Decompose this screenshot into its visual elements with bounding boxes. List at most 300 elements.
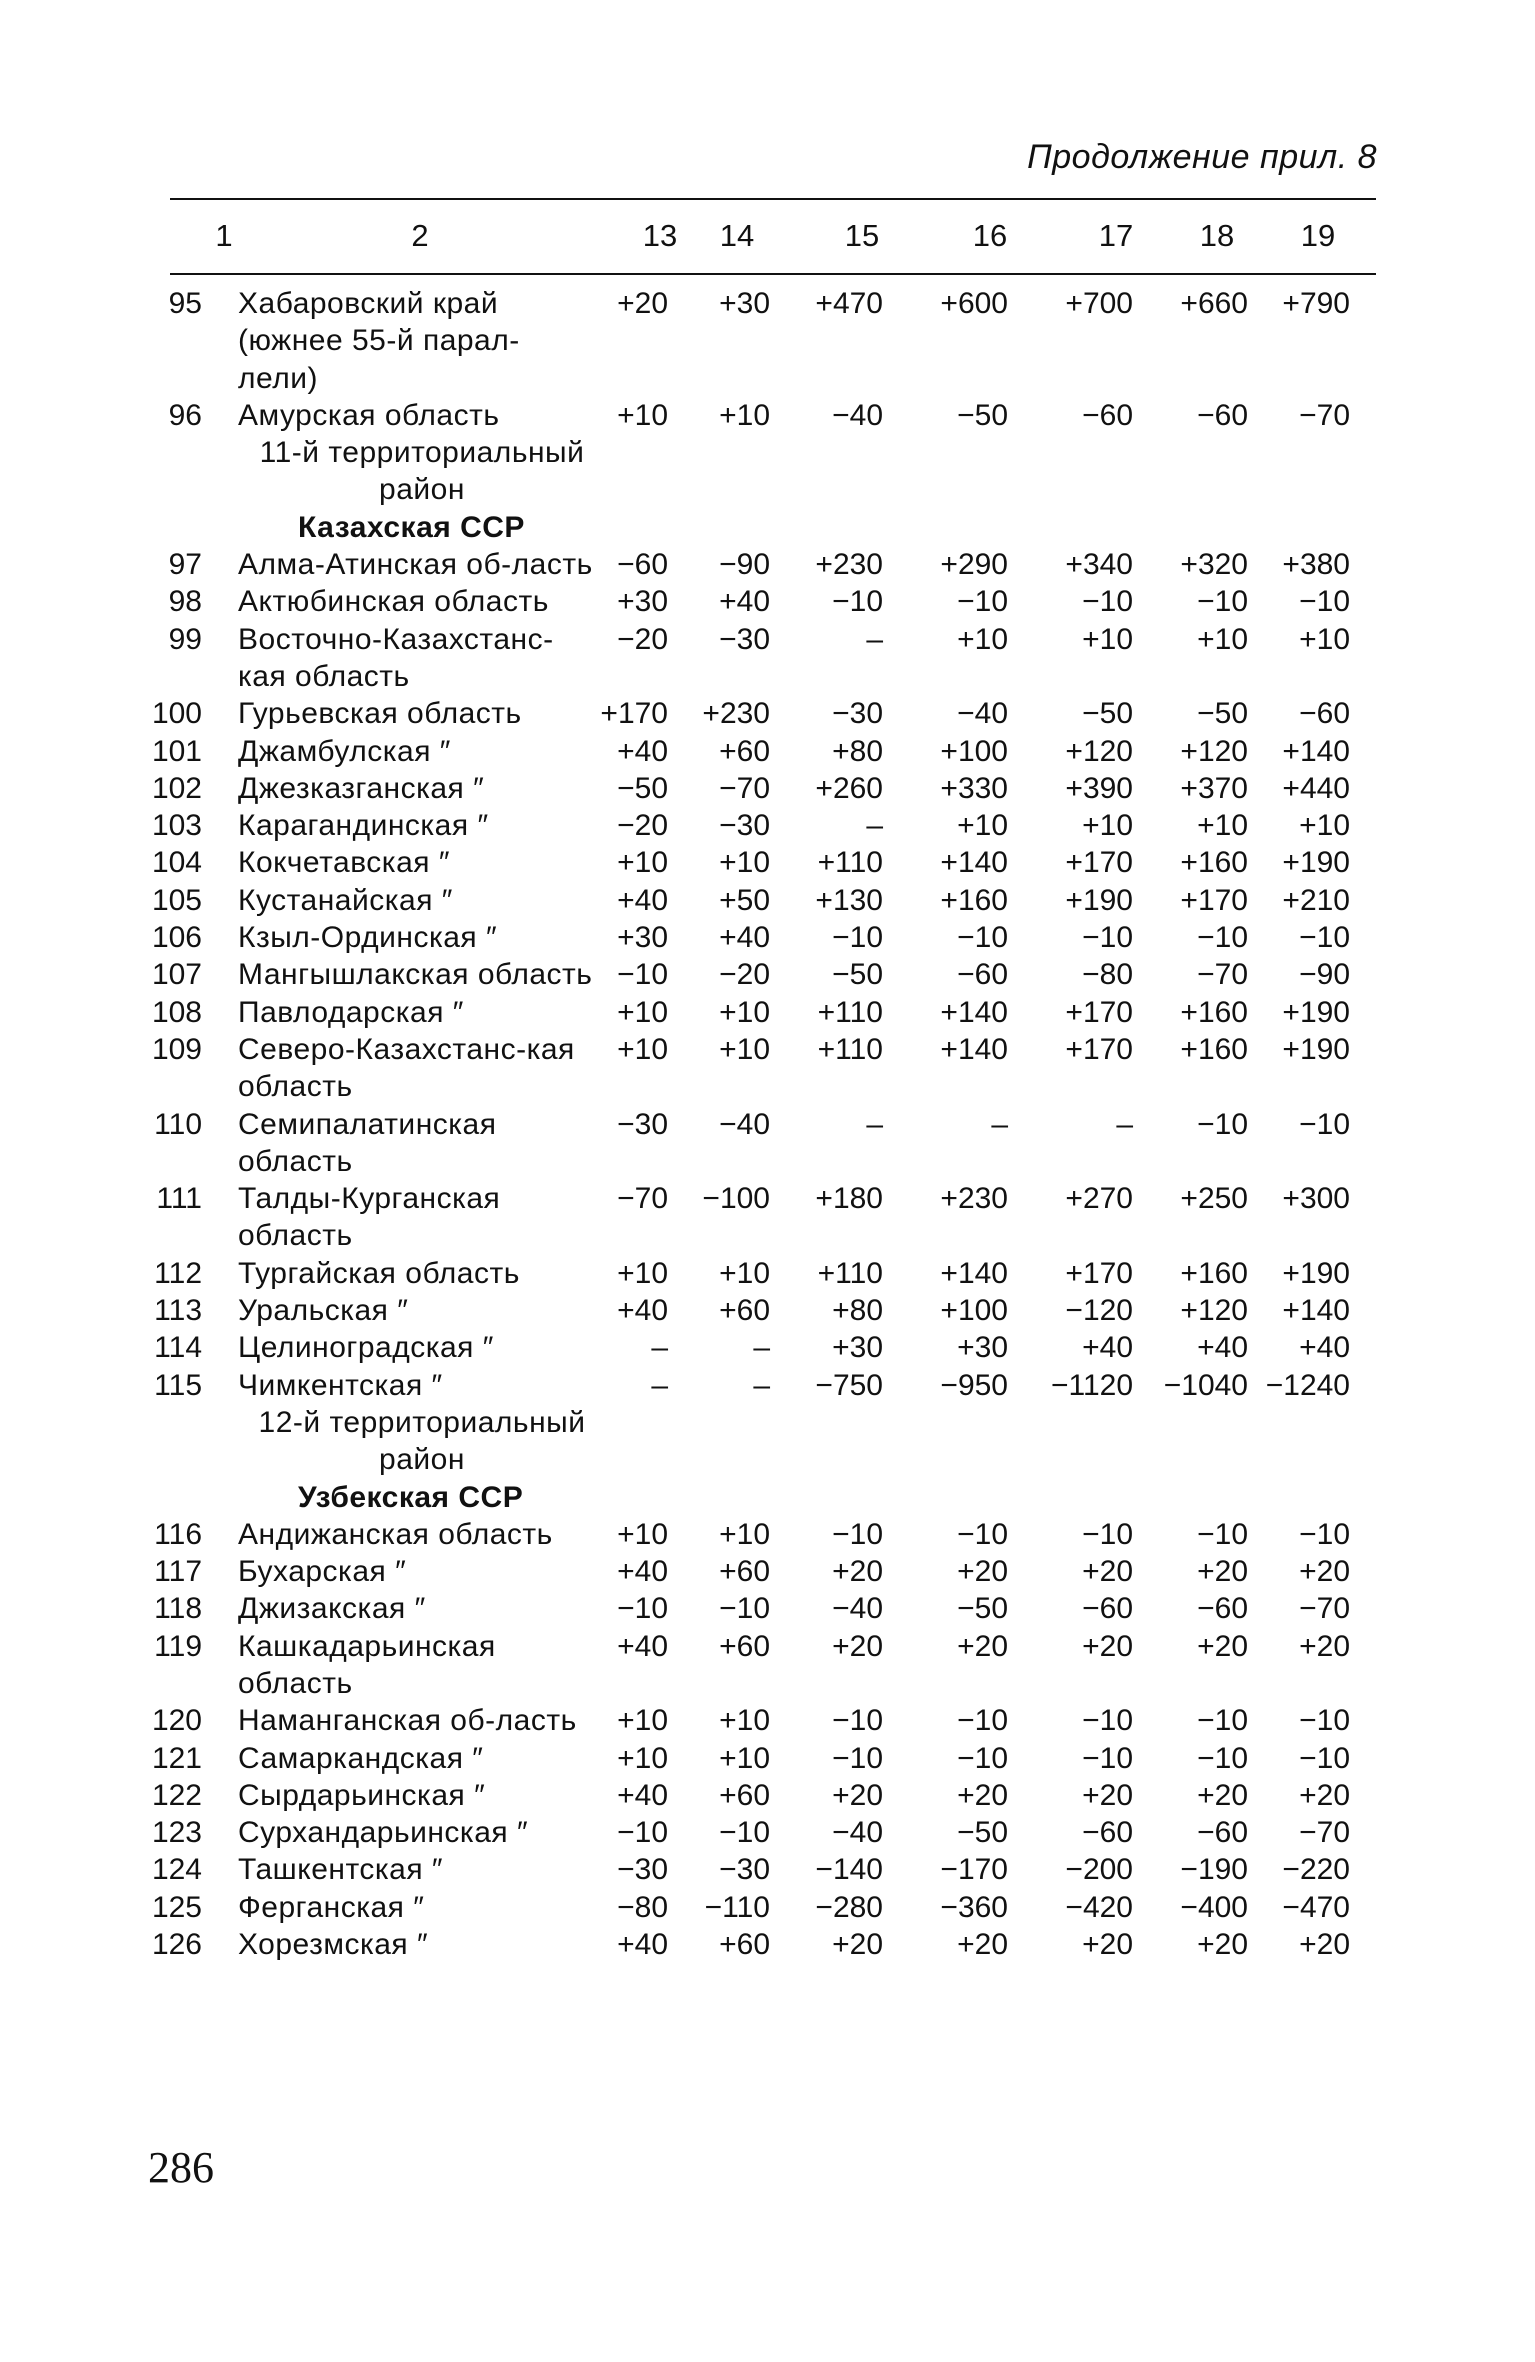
value-cell: +170: [1065, 995, 1133, 1029]
value-cell: −50: [1197, 697, 1248, 731]
value-cell: –: [866, 622, 883, 656]
value-cell: −70: [1299, 1592, 1350, 1626]
value-cell: −10: [1299, 921, 1350, 955]
value-cell: –: [753, 1368, 770, 1402]
row-number: 117: [154, 1555, 202, 1589]
value-cell: −30: [617, 1107, 668, 1141]
row-number: 115: [154, 1368, 202, 1402]
region-name: Сырдарьинская ″: [238, 1778, 486, 1812]
value-cell: +10: [617, 398, 668, 432]
value-cell: −70: [1197, 958, 1248, 992]
value-cell: +20: [832, 1778, 883, 1812]
value-cell: −110: [704, 1890, 770, 1924]
table-row: [0, 807, 1535, 844]
row-number: 99: [168, 622, 202, 656]
value-cell: −10: [617, 1816, 668, 1850]
region-name: Северо-Казахстанс-кая область: [238, 1032, 575, 1104]
table-row: [0, 1702, 1535, 1739]
value-cell: +80: [832, 1294, 883, 1328]
value-cell: −10: [1299, 1741, 1350, 1775]
value-cell: –: [651, 1331, 668, 1365]
row-number: 100: [151, 697, 202, 731]
region-name: Ташкентская ″: [238, 1853, 444, 1887]
row-number: 108: [151, 995, 202, 1029]
value-cell: +40: [617, 1629, 668, 1663]
value-cell: −50: [832, 958, 883, 992]
value-cell: +160: [1180, 995, 1248, 1029]
table-row: [0, 583, 1535, 620]
value-cell: −40: [832, 1816, 883, 1850]
value-cell: +140: [1282, 734, 1350, 768]
table-row: [0, 1740, 1535, 1777]
value-cell: −20: [617, 809, 668, 843]
value-cell: +20: [832, 1555, 883, 1589]
value-cell: +60: [719, 1778, 770, 1812]
row-number: 114: [154, 1331, 202, 1365]
value-cell: −10: [832, 1704, 883, 1738]
value-cell: −40: [957, 697, 1008, 731]
column-header: 18: [1199, 218, 1235, 253]
row-number: 98: [168, 585, 202, 619]
value-cell: +40: [1299, 1331, 1350, 1365]
value-cell: −90: [719, 548, 770, 582]
value-cell: −10: [1197, 1704, 1248, 1738]
row-number: 112: [154, 1256, 202, 1290]
region-heading: [0, 509, 1535, 546]
value-cell: −40: [719, 1107, 770, 1141]
value-cell: −10: [1299, 585, 1350, 619]
value-cell: +190: [1282, 1032, 1350, 1066]
data-table: [0, 285, 1535, 1963]
value-cell: +20: [1299, 1778, 1350, 1812]
value-cell: −120: [1065, 1294, 1133, 1328]
value-cell: +270: [1065, 1182, 1133, 1216]
value-cell: +790: [1282, 287, 1350, 320]
value-cell: +10: [1299, 809, 1350, 843]
region-name: Кзыл-Ординская ″: [238, 921, 498, 955]
value-cell: +160: [940, 883, 1008, 917]
value-cell: −140: [815, 1853, 883, 1887]
value-cell: −10: [1197, 921, 1248, 955]
region-name: Мангышлакская область: [238, 958, 593, 992]
value-cell: +30: [617, 921, 668, 955]
value-cell: +100: [940, 734, 1008, 768]
table-row: [0, 1814, 1535, 1851]
value-cell: −40: [832, 398, 883, 432]
value-cell: +20: [617, 287, 668, 320]
value-cell: +210: [1282, 883, 1350, 917]
column-header: 2: [411, 218, 429, 253]
region-name: Уральская ″: [238, 1294, 409, 1328]
value-cell: +10: [719, 846, 770, 880]
value-cell: +10: [719, 1704, 770, 1738]
value-cell: −20: [617, 622, 668, 656]
value-cell: −10: [957, 1704, 1008, 1738]
value-cell: +30: [617, 585, 668, 619]
value-cell: +40: [617, 734, 668, 768]
value-cell: +390: [1065, 771, 1133, 805]
value-cell: +20: [957, 1778, 1008, 1812]
row-number: 111: [156, 1182, 202, 1216]
region-name: Павлодарская ″: [238, 995, 464, 1029]
value-cell: −10: [1082, 1741, 1133, 1775]
value-cell: +110: [817, 1032, 883, 1066]
value-cell: +260: [815, 771, 883, 805]
value-cell: +60: [719, 1629, 770, 1663]
table-row: [0, 285, 1535, 397]
value-cell: −10: [1082, 585, 1133, 619]
table-row: [0, 1777, 1535, 1814]
section-heading: [0, 434, 1535, 509]
value-cell: +20: [1197, 1555, 1248, 1589]
value-cell: +30: [719, 287, 770, 320]
table-row: [0, 695, 1535, 732]
row-number: 126: [151, 1928, 202, 1962]
value-cell: −10: [1197, 1517, 1248, 1551]
row-number: 118: [154, 1592, 202, 1626]
value-cell: –: [866, 1107, 883, 1141]
value-cell: +110: [817, 846, 883, 880]
table-row: [0, 844, 1535, 881]
value-cell: +250: [1180, 1182, 1248, 1216]
value-cell: +20: [1299, 1928, 1350, 1962]
value-cell: −70: [617, 1182, 668, 1216]
value-cell: −60: [1197, 1816, 1248, 1850]
value-cell: +160: [1180, 1256, 1248, 1290]
value-cell: +10: [617, 1741, 668, 1775]
value-cell: +20: [1299, 1555, 1350, 1589]
value-cell: +10: [719, 1256, 770, 1290]
value-cell: −10: [832, 1741, 883, 1775]
value-cell: −1240: [1265, 1368, 1350, 1402]
value-cell: −10: [832, 585, 883, 619]
value-cell: −50: [617, 771, 668, 805]
value-cell: +130: [815, 883, 883, 917]
value-cell: +40: [617, 1555, 668, 1589]
value-cell: −10: [832, 921, 883, 955]
value-cell: −10: [1197, 1107, 1248, 1141]
value-cell: +170: [1065, 1032, 1133, 1066]
value-cell: +190: [1065, 883, 1133, 917]
value-cell: +700: [1065, 287, 1133, 320]
value-cell: +40: [1197, 1331, 1248, 1365]
value-cell: +140: [940, 995, 1008, 1029]
row-number: 109: [151, 1032, 202, 1066]
value-cell: −220: [1282, 1853, 1350, 1887]
value-cell: +20: [1197, 1778, 1248, 1812]
table-row: [0, 1367, 1535, 1404]
value-cell: −70: [719, 771, 770, 805]
column-header: 19: [1300, 218, 1336, 253]
value-cell: +10: [1082, 622, 1133, 656]
region-name: Наманганская об-ласть: [238, 1704, 577, 1738]
row-number: 95: [168, 287, 202, 320]
row-number: 125: [151, 1890, 202, 1924]
value-cell: +10: [957, 809, 1008, 843]
value-cell: +600: [940, 287, 1008, 320]
value-cell: –: [753, 1331, 770, 1365]
value-cell: +20: [1082, 1629, 1133, 1663]
section-heading: [0, 1404, 1535, 1479]
table-row: [0, 1106, 1535, 1181]
row-number: 106: [151, 921, 202, 955]
value-cell: −30: [832, 697, 883, 731]
region-name: Кустанайская ″: [238, 883, 453, 917]
row-number: 102: [151, 771, 202, 805]
row-number: 107: [151, 958, 202, 992]
value-cell: −170: [940, 1853, 1008, 1887]
value-cell: −10: [1197, 1741, 1248, 1775]
value-cell: −750: [815, 1368, 883, 1402]
region-heading: [0, 1479, 1535, 1516]
value-cell: +20: [957, 1555, 1008, 1589]
row-number: 105: [151, 883, 202, 917]
value-cell: +380: [1282, 548, 1350, 582]
value-cell: −10: [1299, 1517, 1350, 1551]
value-cell: −10: [957, 1741, 1008, 1775]
value-cell: −60: [1082, 398, 1133, 432]
table-top-rule: [170, 198, 1376, 200]
value-cell: +40: [617, 1294, 668, 1328]
value-cell: −10: [957, 921, 1008, 955]
table-row: [0, 1031, 1535, 1106]
table-row: [0, 621, 1535, 696]
value-cell: +10: [1082, 809, 1133, 843]
value-cell: −30: [719, 622, 770, 656]
region-name: Самаркандская ″: [238, 1741, 484, 1775]
value-cell: +20: [957, 1928, 1008, 1962]
value-cell: −60: [1197, 398, 1248, 432]
region-name: Бухарская ″: [238, 1555, 407, 1589]
table-row: [0, 1553, 1535, 1590]
value-cell: +10: [617, 1256, 668, 1290]
value-cell: +170: [1180, 883, 1248, 917]
value-cell: +140: [940, 1256, 1008, 1290]
value-cell: −200: [1065, 1853, 1133, 1887]
row-number: 96: [168, 398, 202, 432]
value-cell: +170: [1065, 846, 1133, 880]
region-name: Алма-Атинская об-ласть: [238, 548, 593, 582]
column-header: 14: [719, 218, 755, 253]
row-number: 123: [151, 1816, 202, 1850]
value-cell: −360: [940, 1890, 1008, 1924]
value-cell: −400: [1180, 1890, 1248, 1924]
value-cell: −470: [1282, 1890, 1350, 1924]
value-cell: +140: [940, 846, 1008, 880]
value-cell: +110: [817, 1256, 883, 1290]
value-cell: +20: [1299, 1629, 1350, 1663]
value-cell: +190: [1282, 1256, 1350, 1290]
table-row: [0, 882, 1535, 919]
value-cell: −420: [1065, 1890, 1133, 1924]
column-header-row: [0, 218, 1535, 258]
value-cell: −10: [1082, 1517, 1133, 1551]
value-cell: +60: [719, 1555, 770, 1589]
region-name: Джезказганская ″: [238, 771, 485, 805]
region-name: Хабаровский край (южнее 55-й парал-лели): [238, 287, 520, 395]
value-cell: +10: [617, 1517, 668, 1551]
table-row: [0, 1516, 1535, 1553]
value-cell: −10: [957, 1517, 1008, 1551]
value-cell: +120: [1180, 734, 1248, 768]
table-row: [0, 956, 1535, 993]
value-cell: −10: [1082, 1704, 1133, 1738]
value-cell: −90: [1299, 958, 1350, 992]
region-name: Кашкадарьинская область: [238, 1629, 496, 1700]
value-cell: +340: [1065, 548, 1133, 582]
value-cell: +230: [815, 548, 883, 582]
value-cell: +10: [719, 398, 770, 432]
value-cell: −10: [719, 1816, 770, 1850]
value-cell: +40: [617, 1928, 668, 1962]
region-name: Кокчетавская ″: [238, 846, 450, 880]
value-cell: +170: [1065, 1256, 1133, 1290]
value-cell: +120: [1180, 1294, 1248, 1328]
value-cell: −80: [617, 1890, 668, 1924]
row-number: 122: [151, 1778, 202, 1812]
table-row: [0, 994, 1535, 1031]
value-cell: −1120: [1050, 1368, 1133, 1402]
row-number: 104: [151, 846, 202, 880]
table-row: [0, 919, 1535, 956]
header-bottom-rule: [170, 273, 1376, 275]
value-cell: −60: [957, 958, 1008, 992]
value-cell: −70: [1299, 1816, 1350, 1850]
value-cell: +440: [1282, 771, 1350, 805]
heading-text: 11-й территориальный район: [259, 436, 585, 507]
value-cell: +10: [1197, 622, 1248, 656]
value-cell: −10: [1197, 585, 1248, 619]
value-cell: +40: [1082, 1331, 1133, 1365]
continuation-note: Продолжение прил. 8: [1027, 138, 1377, 176]
value-cell: +140: [1282, 1294, 1350, 1328]
value-cell: +20: [1082, 1778, 1133, 1812]
table-row: [0, 770, 1535, 807]
heading-text: Казахская ССР: [298, 510, 525, 544]
value-cell: −1040: [1163, 1368, 1248, 1402]
value-cell: +160: [1180, 1032, 1248, 1066]
value-cell: +20: [832, 1928, 883, 1962]
region-name: Амурская область: [238, 398, 500, 432]
value-cell: +470: [815, 287, 883, 320]
value-cell: −60: [1082, 1592, 1133, 1626]
value-cell: +120: [1065, 734, 1133, 768]
column-header: 17: [1098, 218, 1134, 253]
region-name: Сурхандарьинская ″: [238, 1816, 529, 1850]
value-cell: −60: [1197, 1592, 1248, 1626]
region-name: Восточно-Казахстанс-кая область: [238, 622, 554, 693]
table-row: [0, 733, 1535, 770]
value-cell: +10: [719, 995, 770, 1029]
table-row: [0, 1180, 1535, 1255]
column-header: 15: [844, 218, 880, 253]
value-cell: −50: [1082, 697, 1133, 731]
region-name: Тургайская область: [238, 1256, 520, 1290]
value-cell: +10: [719, 1741, 770, 1775]
table-row: [0, 1590, 1535, 1627]
region-name: Семипалатинская область: [238, 1107, 497, 1178]
region-name: Талды-Курганская область: [238, 1182, 501, 1253]
value-cell: +60: [719, 734, 770, 768]
value-cell: −80: [1082, 958, 1133, 992]
value-cell: −30: [719, 809, 770, 843]
value-cell: +10: [617, 1032, 668, 1066]
row-number: 116: [154, 1517, 202, 1551]
value-cell: −100: [702, 1182, 770, 1216]
page-number: 286: [148, 2143, 214, 2192]
region-name: Целиноградская ″: [238, 1331, 494, 1365]
value-cell: +170: [600, 697, 668, 731]
value-cell: +10: [617, 995, 668, 1029]
row-number: 119: [154, 1629, 202, 1663]
value-cell: +160: [1180, 846, 1248, 880]
value-cell: −10: [832, 1517, 883, 1551]
value-cell: −30: [719, 1853, 770, 1887]
region-name: Чимкентская ″: [238, 1368, 443, 1402]
region-name: Актюбинская область: [238, 585, 549, 619]
value-cell: +370: [1180, 771, 1248, 805]
value-cell: +10: [719, 1517, 770, 1551]
table-row: [0, 1851, 1535, 1888]
value-cell: −10: [1299, 1107, 1350, 1141]
value-cell: +40: [719, 921, 770, 955]
value-cell: −40: [832, 1592, 883, 1626]
value-cell: +230: [940, 1182, 1008, 1216]
value-cell: –: [1116, 1107, 1133, 1141]
value-cell: +20: [1082, 1555, 1133, 1589]
table-row: [0, 1292, 1535, 1329]
value-cell: –: [866, 809, 883, 843]
value-cell: +10: [957, 622, 1008, 656]
row-number: 110: [154, 1107, 202, 1141]
value-cell: +100: [940, 1294, 1008, 1328]
value-cell: +290: [940, 548, 1008, 582]
value-cell: +30: [832, 1331, 883, 1365]
region-name: Ферганская ″: [238, 1890, 425, 1924]
value-cell: +10: [1197, 809, 1248, 843]
region-name: Джамбулская ″: [238, 734, 451, 768]
row-number: 113: [154, 1294, 202, 1328]
value-cell: −950: [940, 1368, 1008, 1402]
value-cell: −20: [719, 958, 770, 992]
row-number: 97: [168, 548, 202, 582]
value-cell: +10: [719, 1032, 770, 1066]
value-cell: +20: [832, 1629, 883, 1663]
value-cell: +20: [1197, 1629, 1248, 1663]
value-cell: −10: [617, 958, 668, 992]
value-cell: −50: [957, 398, 1008, 432]
heading-text: 12-й территориальный район: [258, 1405, 586, 1477]
value-cell: −10: [957, 585, 1008, 619]
value-cell: +10: [617, 846, 668, 880]
value-cell: +180: [815, 1182, 883, 1216]
value-cell: +110: [817, 995, 883, 1029]
value-cell: +40: [719, 585, 770, 619]
region-name: Гурьевская область: [238, 697, 522, 731]
value-cell: +60: [719, 1928, 770, 1962]
value-cell: −280: [815, 1890, 883, 1924]
value-cell: +140: [940, 1032, 1008, 1066]
value-cell: +40: [617, 883, 668, 917]
value-cell: −60: [1082, 1816, 1133, 1850]
value-cell: +190: [1282, 846, 1350, 880]
value-cell: +10: [1299, 622, 1350, 656]
value-cell: +230: [702, 697, 770, 731]
table-row: [0, 546, 1535, 583]
value-cell: +20: [1197, 1928, 1248, 1962]
row-number: 124: [151, 1853, 202, 1887]
row-number: 120: [151, 1704, 202, 1738]
